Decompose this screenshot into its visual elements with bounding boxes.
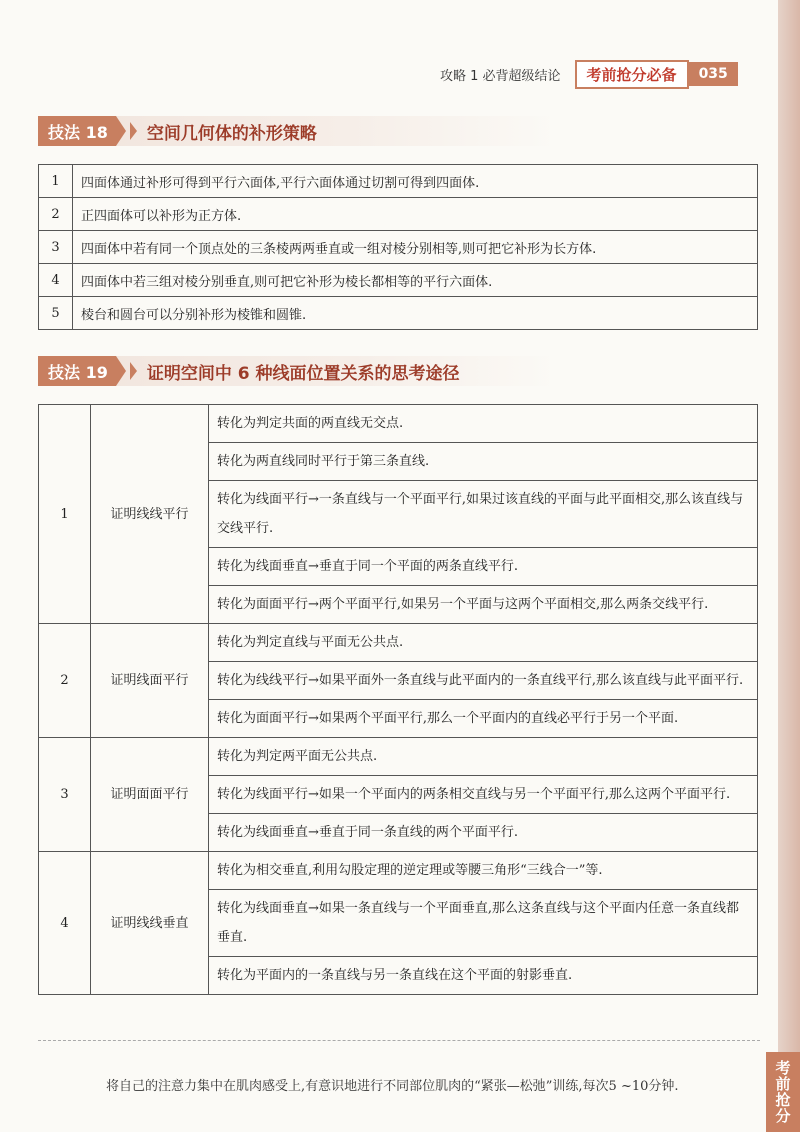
row-text: 四面体通过补形可得到平行六面体,平行六面体通过切割可得到四面体. — [73, 165, 758, 198]
group-number: 3 — [39, 738, 91, 852]
row-text: 正四面体可以补形为正方体. — [73, 198, 758, 231]
chevron-icon — [116, 356, 126, 386]
table-row — [39, 405, 758, 443]
brand-label: 考前抢分必备 — [575, 60, 689, 89]
page-header — [440, 60, 738, 88]
method-text: 转化为线线平行→如果平面外一条直线与此平面内的一条直线平行,那么该直线与此平面平行. — [209, 662, 758, 700]
group-topic: 证明线面平行 — [91, 624, 209, 738]
method-text: 转化为判定两平面无公共点. — [209, 738, 758, 776]
method-text: 转化为面面平行→两个平面平行,如果另一个平面与这两个平面相交,那么两条交线平行. — [209, 586, 758, 624]
row-text: 四面体中若有同一个顶点处的三条棱两两垂直或一组对棱分别相等,则可把它补形为长方体. — [73, 231, 758, 264]
method-text: 转化为线面垂直→垂直于同一个平面的两条直线平行. — [209, 548, 758, 586]
method-text: 转化为判定直线与平面无公共点. — [209, 624, 758, 662]
table-row — [39, 297, 758, 330]
row-text: 棱台和圆台可以分别补形为棱锥和圆锥. — [73, 297, 758, 330]
section-18-title: 空间几何体的补形策略 — [146, 123, 317, 144]
table-row — [39, 852, 758, 890]
table-row — [39, 738, 758, 776]
table-row — [39, 624, 758, 662]
footer-tip: 将自己的注意力集中在肌肉感受上,有意识地进行不同部位肌肉的“紧张—松弛”训练,每次5 ~10分钟. — [106, 1079, 679, 1094]
table-row — [39, 165, 758, 198]
row-number: 5 — [39, 297, 73, 330]
method-text: 转化为线面平行→一条直线与一个平面平行,如果过该直线的平面与此平面相交,那么该直线与交线平行. — [209, 481, 758, 548]
footer-divider — [38, 1040, 760, 1041]
group-topic: 证明面面平行 — [91, 738, 209, 852]
page-number: 035 — [689, 62, 738, 86]
group-number: 1 — [39, 405, 91, 624]
table-row — [39, 231, 758, 264]
method-text: 转化为线面垂直→垂直于同一条直线的两个平面平行. — [209, 814, 758, 852]
chevron-icon — [130, 362, 137, 380]
method-text: 转化为相交垂直,利用勾股定理的逆定理或等腰三角形“三线合一”等. — [209, 852, 758, 890]
section-19-table — [38, 404, 758, 995]
side-tab: 考前抢分 — [766, 1052, 800, 1132]
row-number: 3 — [39, 231, 73, 264]
section-18-heading — [38, 116, 558, 146]
chevron-icon — [116, 116, 126, 146]
breadcrumb: 攻略 1 必背超级结论 — [440, 68, 561, 84]
method-text: 转化为面面平行→如果两个平面平行,那么一个平面内的直线必平行于另一个平面. — [209, 700, 758, 738]
side-strip — [778, 0, 800, 1132]
section-19-heading — [38, 356, 558, 386]
row-text: 四面体中若三组对棱分别垂直,则可把它补形为棱长都相等的平行六面体. — [73, 264, 758, 297]
row-number: 1 — [39, 165, 73, 198]
section-19-tag: 技法 19 — [38, 356, 116, 386]
section-19-title: 证明空间中 6 种线面位置关系的思考途径 — [146, 363, 460, 384]
method-text: 转化为两直线同时平行于第三条直线. — [209, 443, 758, 481]
method-text: 转化为平面内的一条直线与另一条直线在这个平面的射影垂直. — [209, 957, 758, 995]
group-number: 4 — [39, 852, 91, 995]
method-text: 转化为线面垂直→如果一条直线与一个平面垂直,那么这条直线与这个平面内任意一条直线都垂直. — [209, 890, 758, 957]
table-row — [39, 264, 758, 297]
row-number: 4 — [39, 264, 73, 297]
group-topic: 证明线线平行 — [91, 405, 209, 624]
row-number: 2 — [39, 198, 73, 231]
method-text: 转化为判定共面的两直线无交点. — [209, 405, 758, 443]
chevron-icon — [130, 122, 137, 140]
section-18-tag: 技法 18 — [38, 116, 116, 146]
group-topic: 证明线线垂直 — [91, 852, 209, 995]
method-text: 转化为线面平行→如果一个平面内的两条相交直线与另一个平面平行,那么这两个平面平行. — [209, 776, 758, 814]
table-row — [39, 198, 758, 231]
section-18-table — [38, 164, 758, 330]
group-number: 2 — [39, 624, 91, 738]
